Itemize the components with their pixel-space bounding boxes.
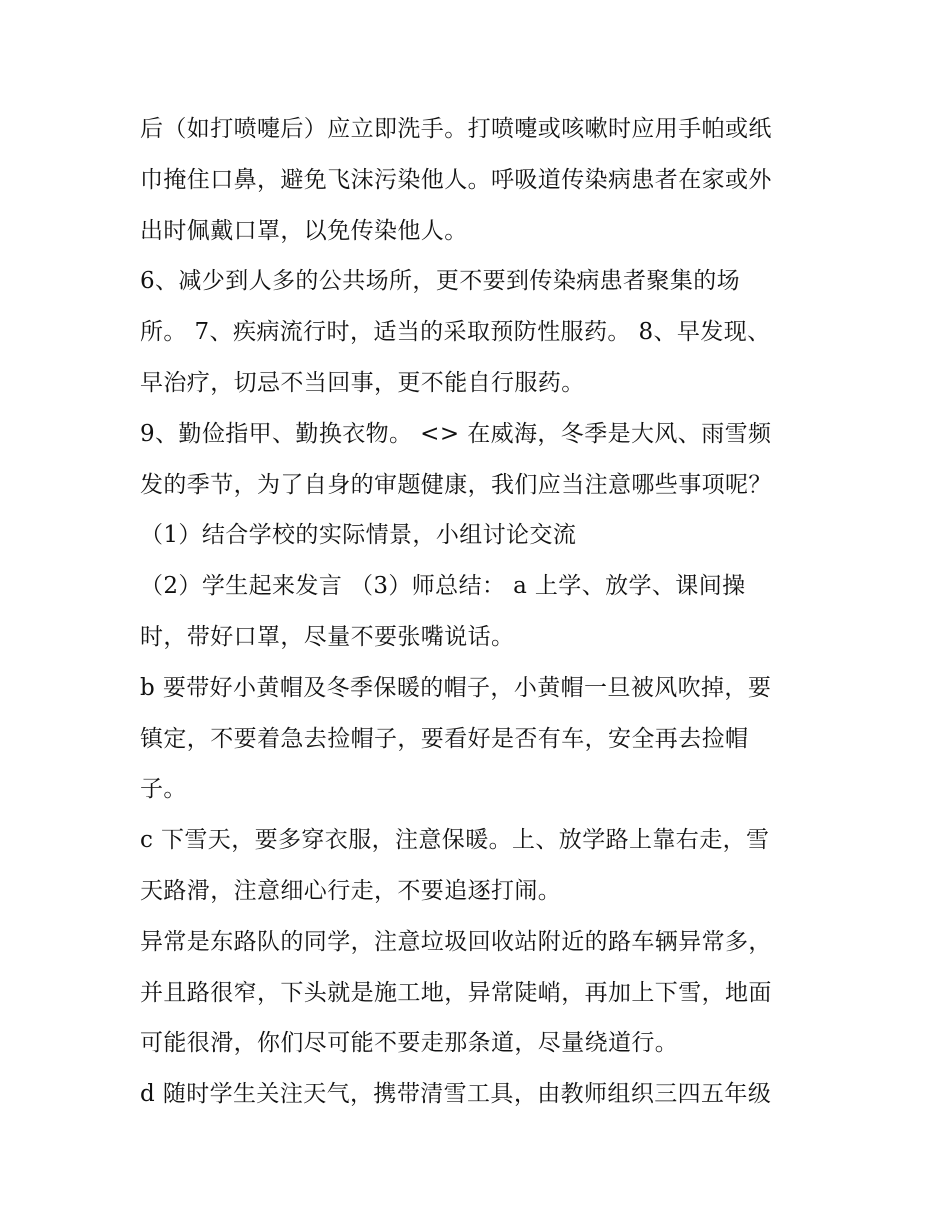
text-line: 出时佩戴口罩，以免传染他人。 [140, 217, 468, 244]
text-line: 子。 [140, 776, 187, 803]
text-line: c 下雪天，要多穿衣服，注意保暖。上、放学路上靠右走，雪 [140, 827, 770, 854]
text-line: 异常是东路队的同学，注意垃圾回收站附近的路车辆异常多， [140, 928, 772, 955]
text-line: 6、减少到人多的公共场所，更不要到传染病患者聚集的场 [140, 268, 741, 295]
text-line: 9、勤俭指甲、勤换衣物。 <> 在威海，冬季是大风、雨雪频 [140, 420, 772, 447]
text-line: 巾掩住口鼻，避免飞沫污染他人。呼吸道传染病患者在家或外 [140, 166, 772, 193]
text-line: 并且路很窄，下头就是施工地，异常陡峭，再加上下雪，地面 [140, 979, 772, 1006]
text-line: d 随时学生关注天气，携带清雪工具，由教师组织三四五年级 [140, 1081, 772, 1108]
text-line: 后（如打喷嚏后）应立即洗手。打喷嚏或咳嗽时应用手帕或纸 [140, 116, 772, 142]
body-text [140, 104, 830, 1120]
text-line: 镇定，不要着急去捡帽子，要看好是否有车，安全再去捡帽 [140, 725, 749, 752]
text-line: b 要带好小黄帽及冬季保暖的帽子，小黄帽一旦被风吹掉，要 [140, 674, 772, 701]
text-line: 早治疗，切忌不当回事，更不能自行服药。 [140, 369, 585, 396]
text-line: 可能很滑，你们尽可能不要走那条道，尽量绕道行。 [140, 1030, 679, 1057]
text-line: （1）结合学校的实际情景，小组讨论交流 [140, 522, 577, 549]
text-line: （2）学生起来发言 （3）师总结： a 上学、放学、课间操 [140, 573, 746, 600]
text-line: 发的季节，为了自身的审题健康，我们应当注意哪些事项呢？ [140, 471, 772, 498]
text-line: 所。 7、疾病流行时，适当的采取预防性服药。 8、早发现、 [140, 319, 771, 346]
text-line: 时，带好口罩，尽量不要张嘴说话。 [140, 623, 515, 650]
text-line: 天路滑，注意细心行走，不要追逐打闹。 [140, 877, 562, 904]
